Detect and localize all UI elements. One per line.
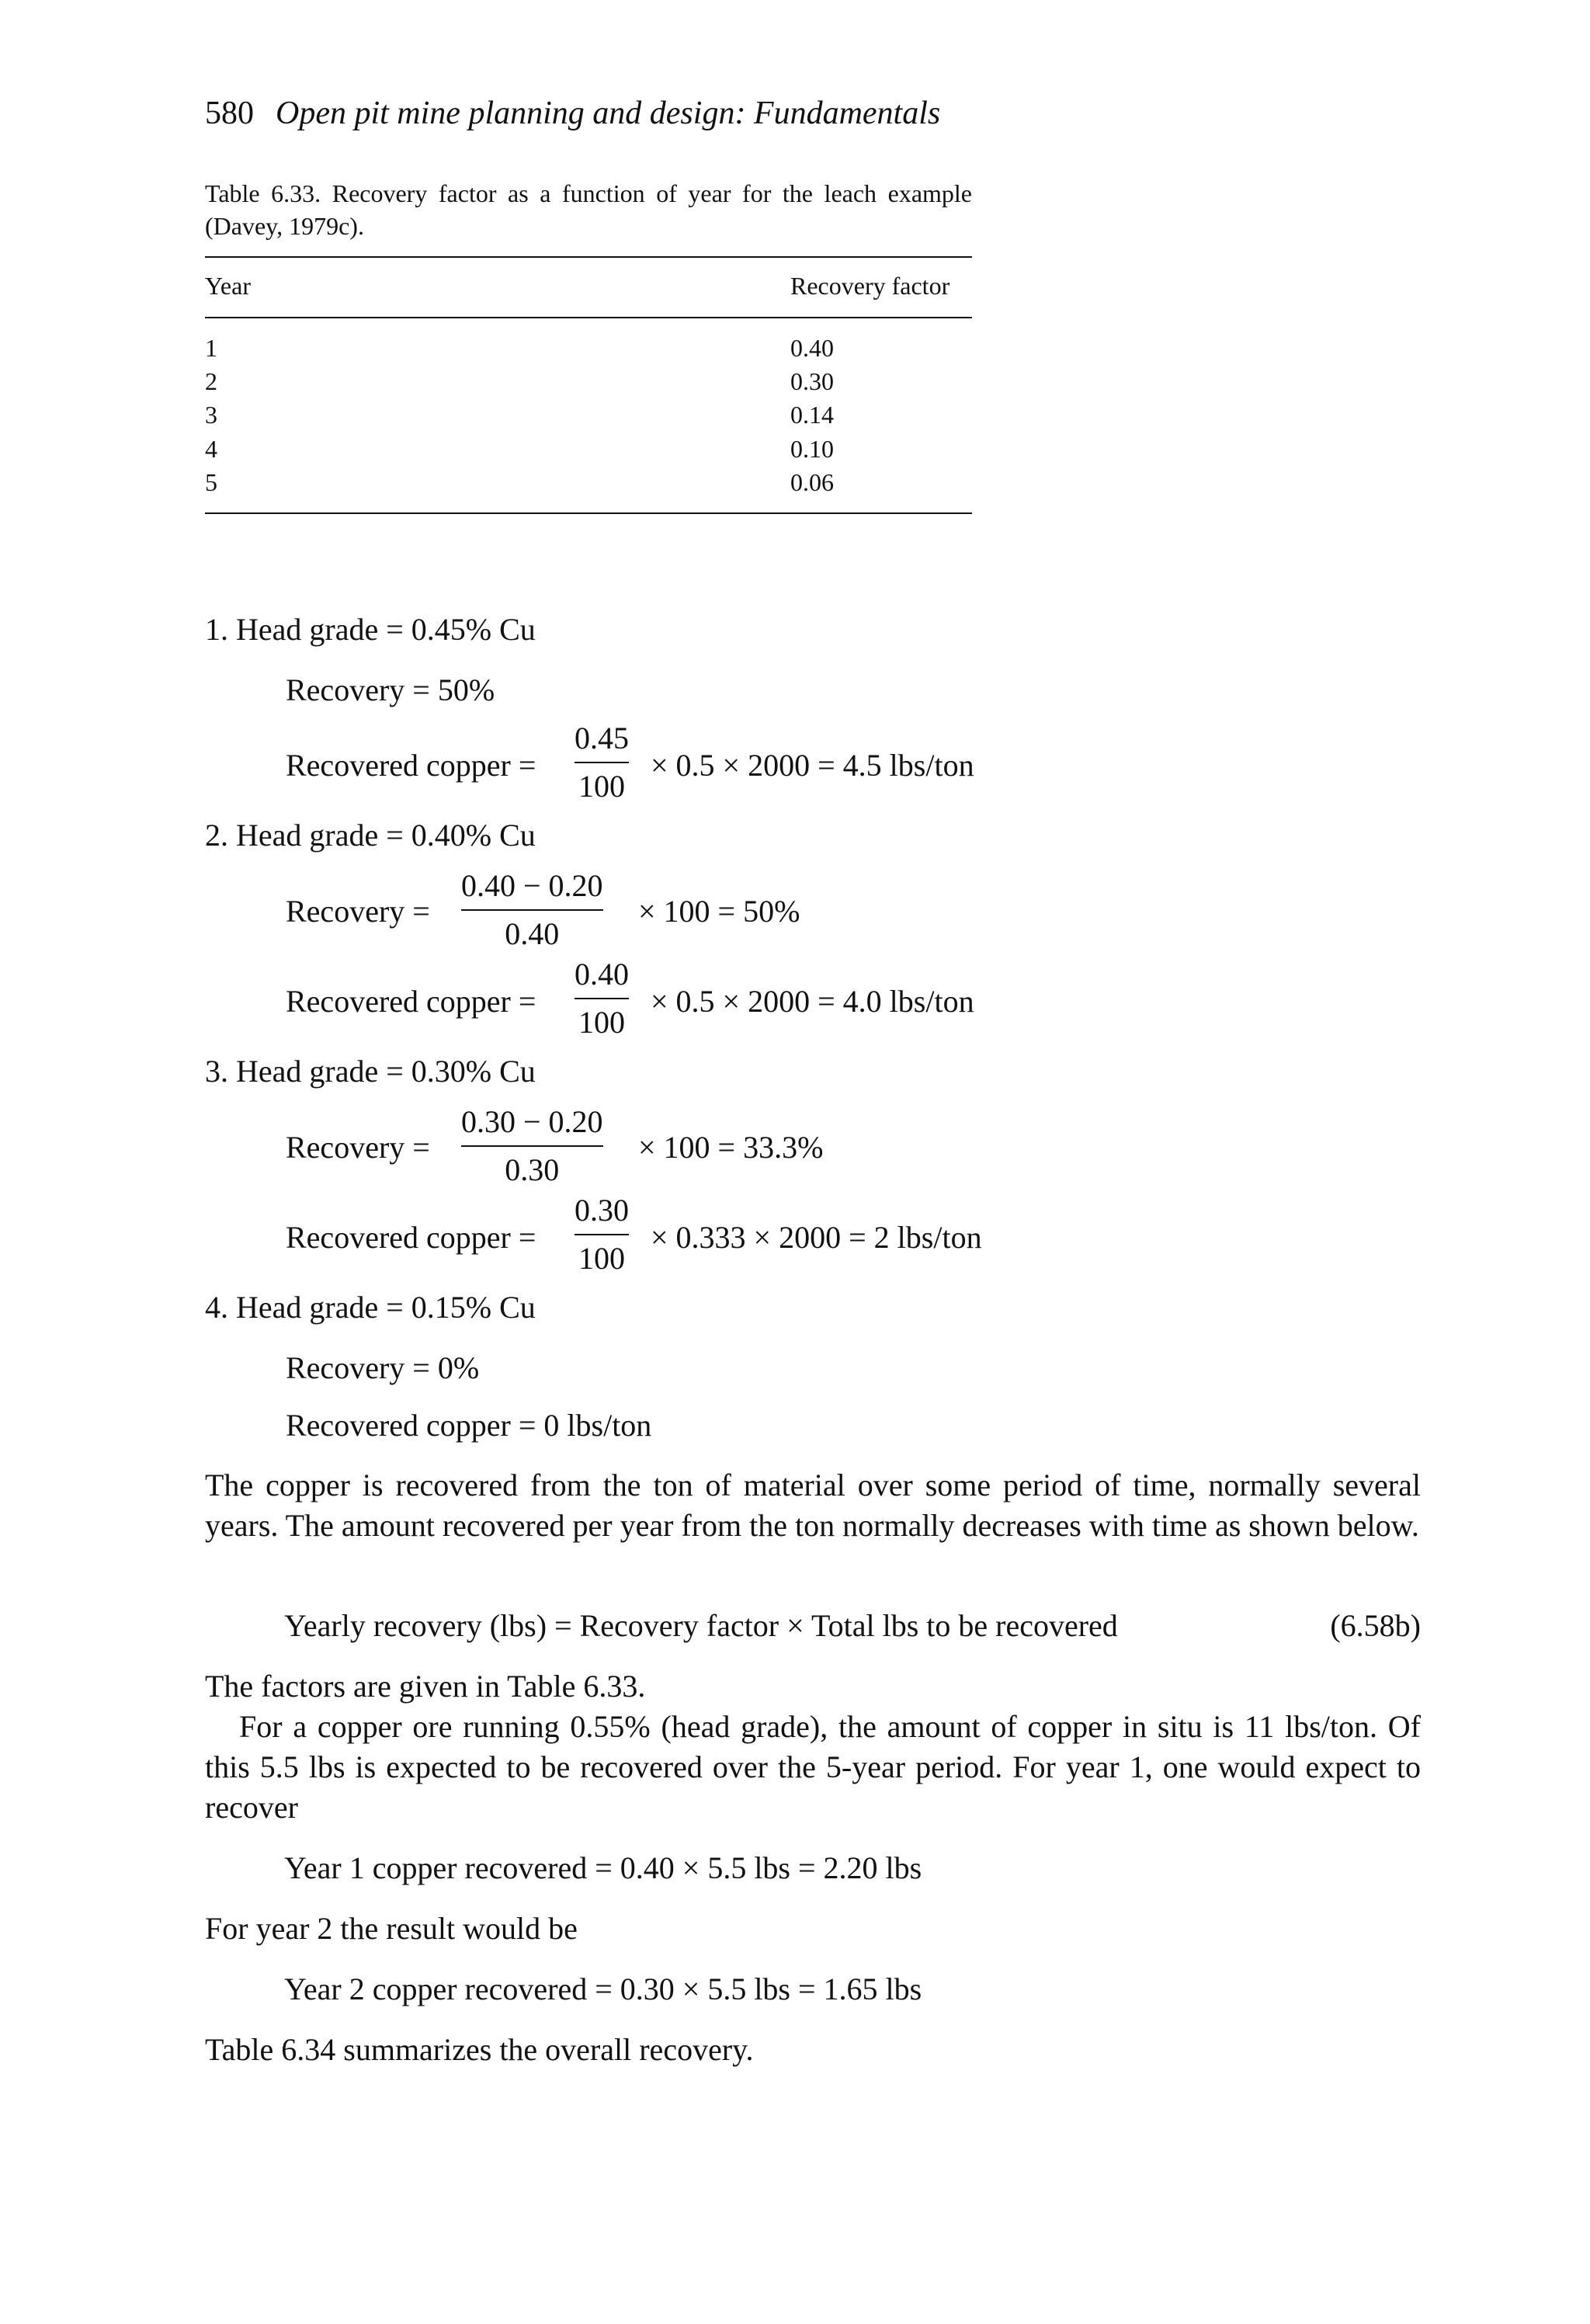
copper-fraction (575, 1192, 629, 1277)
recovery-label: Recovery = (286, 1130, 430, 1165)
table-cell-year: 3 (205, 401, 217, 429)
fraction-numerator: 0.40 − 0.20 (461, 868, 603, 903)
paragraph: For year 2 the result would be (205, 1911, 578, 1946)
table-cell-year: 2 (205, 367, 217, 395)
paragraph: For a copper ore running 0.55% (head grade), the amount of copper in situ is 11 lbs/ton. Of this 5.5 lbs is expected to be recovered over the 5-year period. For year 1, one would expect to recover (205, 1709, 1421, 1825)
recovery-label: Recovery = (286, 894, 430, 929)
table-cell-factor: 0.06 (790, 468, 834, 496)
copper-line: Recovered copper = 0 lbs/ton (286, 1408, 652, 1443)
fraction-numerator: 0.30 (575, 1193, 629, 1228)
paragraph: The copper is recovered from the ton of material over some period of time, normally several years. The amount recovered per year from the ton normally decreases with time as shown below. (205, 1468, 1421, 1543)
fraction-bar (461, 909, 603, 911)
copper-result: × 0.333 × 2000 = 2 lbs/ton (651, 1220, 982, 1255)
recovery-result: × 100 = 33.3% (638, 1130, 824, 1165)
table-cell-year: 5 (205, 468, 217, 496)
table-header-recovery-factor: Recovery factor (790, 272, 950, 300)
case-heading: 4. Head grade = 0.15% Cu (205, 1290, 536, 1325)
paragraph: Table 6.34 summarizes the overall recovery. (205, 2032, 754, 2067)
fraction-denominator: 0.30 (505, 1152, 560, 1187)
case-heading: 3. Head grade = 0.30% Cu (205, 1054, 536, 1089)
equation-number: (6.58b) (1330, 1608, 1421, 1643)
year2-equation: Year 2 copper recovered = 0.30 × 5.5 lbs = 1.65 lbs (284, 1971, 922, 2006)
fraction-denominator: 100 (578, 1005, 625, 1040)
table-cell-factor: 0.40 (790, 334, 834, 362)
fraction-denominator: 100 (578, 1241, 625, 1276)
recovery-fraction (461, 867, 603, 953)
recovery-line: Recovery = 50% (286, 672, 495, 707)
fraction-bar (575, 998, 629, 999)
table-header-year: Year (205, 272, 251, 300)
fraction-bar (575, 1234, 629, 1235)
fraction-bar (575, 762, 629, 763)
case-heading: 1. Head grade = 0.45% Cu (205, 612, 536, 647)
copper-result: × 0.5 × 2000 = 4.0 lbs/ton (651, 984, 974, 1019)
table-caption: Table 6.33. Recovery factor as a function of year for the leach example (Davey, 1979c). (205, 179, 972, 240)
copper-label: Recovered copper = (286, 748, 536, 783)
paragraph: The factors are given in Table 6.33. (205, 1669, 646, 1704)
table-cell-year: 4 (205, 435, 217, 463)
fraction-denominator: 0.40 (505, 916, 560, 951)
fraction-denominator: 100 (578, 769, 625, 804)
fraction-bar (461, 1145, 603, 1147)
page-number: 580 (205, 96, 254, 131)
table-cell-factor: 0.30 (790, 367, 834, 395)
table-top-rule (205, 256, 972, 258)
copper-fraction (575, 720, 629, 805)
table-cell-year: 1 (205, 334, 217, 362)
table-cell-factor: 0.14 (790, 401, 834, 429)
equation: Yearly recovery (lbs) = Recovery factor × Total lbs to be recovered (284, 1608, 1118, 1643)
copper-result: × 0.5 × 2000 = 4.5 lbs/ton (651, 748, 974, 783)
recovery-line: Recovery = 0% (286, 1350, 480, 1385)
table-bottom-rule (205, 512, 972, 514)
case-heading: 2. Head grade = 0.40% Cu (205, 818, 536, 853)
table-header-rule (205, 317, 972, 318)
fraction-numerator: 0.30 − 0.20 (461, 1104, 603, 1139)
fraction-numerator: 0.45 (575, 721, 629, 756)
running-header (205, 95, 940, 132)
book-title: Open pit mine planning and design: Fundamentals (276, 96, 941, 131)
table-cell-factor: 0.10 (790, 435, 834, 463)
copper-fraction (575, 956, 629, 1041)
copper-label: Recovered copper = (286, 1220, 536, 1255)
fraction-numerator: 0.40 (575, 957, 629, 992)
year1-equation: Year 1 copper recovered = 0.40 × 5.5 lbs = 2.20 lbs (284, 1850, 922, 1885)
recovery-fraction (461, 1103, 603, 1189)
copper-label: Recovered copper = (286, 984, 536, 1019)
recovery-result: × 100 = 50% (638, 894, 800, 929)
